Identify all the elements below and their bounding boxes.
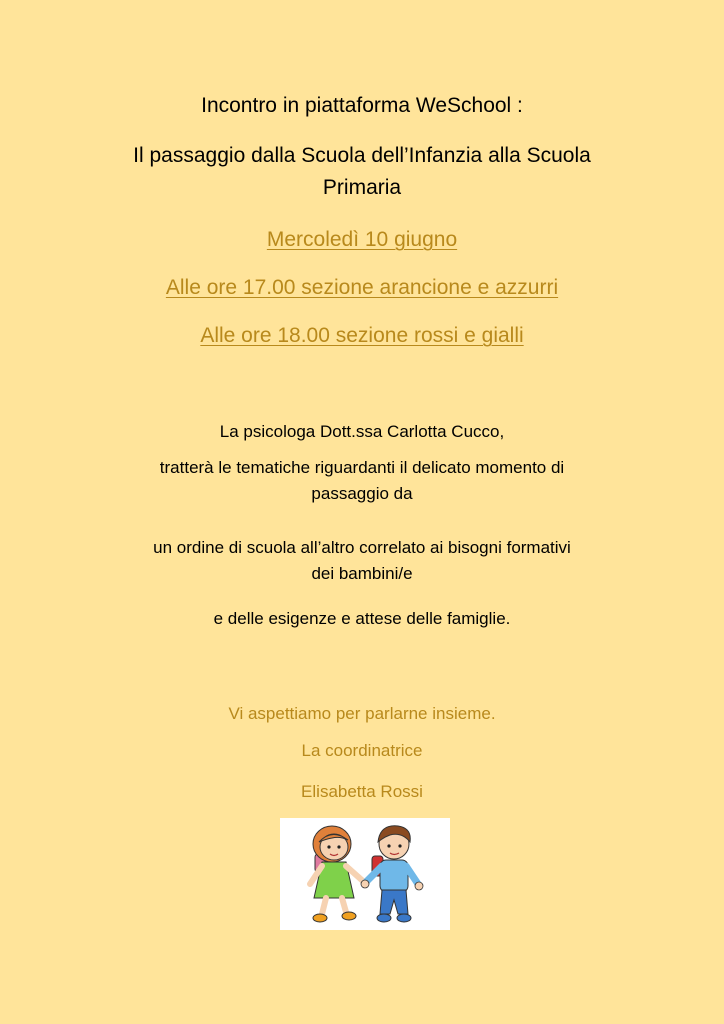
description-line-2a: tratterà le tematiche riguardanti il delicato momento di xyxy=(159,458,565,477)
children-walking-illustration xyxy=(280,818,450,930)
event-date: Mercoledì 10 giugno xyxy=(266,228,458,251)
heading-line-2: Il passaggio dalla Scuola dell’Infanzia alla Scuola xyxy=(133,144,591,167)
closing-name: Elisabetta Rossi xyxy=(301,782,423,801)
description-line-2b: passaggio da xyxy=(311,484,413,503)
description-line-3b: dei bambini/e xyxy=(311,564,413,583)
description-line-1: La psicologa Dott.ssa Carlotta Cucco, xyxy=(219,422,505,441)
heading-line-1: Incontro in piattaforma WeSchool : xyxy=(201,94,523,117)
description-line-3a: un ordine di scuola all’altro correlato ai bisogni formativi xyxy=(153,538,571,557)
heading-line-3: Primaria xyxy=(322,176,402,199)
description-line-4: e delle esigenze e attese delle famiglie. xyxy=(213,609,511,628)
closing-role: La coordinatrice xyxy=(301,741,423,760)
time-slot-2: Alle ore 18.00 sezione rossi e gialli xyxy=(200,324,524,347)
time-slot-1: Alle ore 17.00 sezione arancione e azzurri xyxy=(165,276,559,299)
children-walking-icon xyxy=(280,818,450,930)
closing-invite: Vi aspettiamo per parlarne insieme. xyxy=(228,704,496,723)
